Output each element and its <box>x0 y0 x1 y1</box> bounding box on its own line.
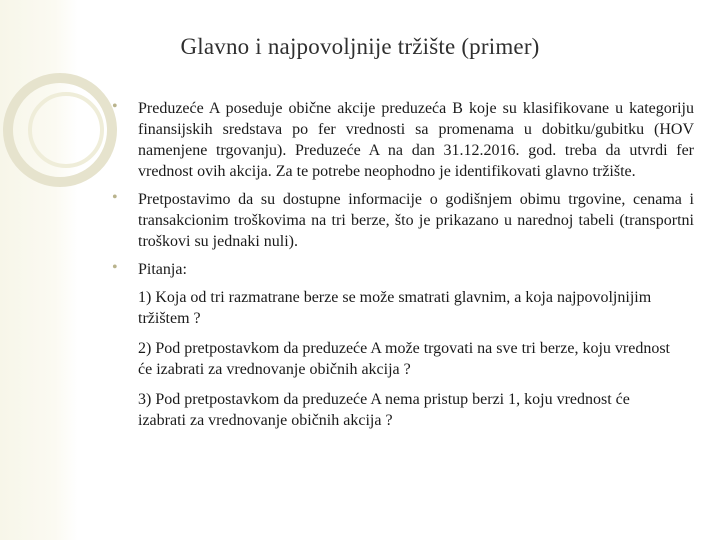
bullet-icon: • <box>112 259 118 276</box>
bullet-text: Preduzeće A poseduje obične akcije preduzeća B koje su klasifikovane u kategoriju finansijskih sredstava po fer vrednosti sa promenama u dobitku/gubitku (HOV namenjene trgovanju). Preduzeće A na dan 31.12.2016. god. treba da utvrdi fer vrednost ovih akcija. Za te potrebe neophodno je identifikovati glavno tržište. <box>138 100 694 180</box>
slide-title: Glavno i najpovoljnije tržište (primer) <box>180 34 540 59</box>
bullet-item <box>112 98 694 182</box>
slide-content <box>112 98 694 440</box>
bullet-item <box>112 189 694 252</box>
bullet-icon: • <box>112 189 118 206</box>
question-item: 2) Pod pretpostavkom da preduzeće A može trgovati na sve tri berze, koju vrednost će izabrati za vrednovanje običnih akcija ? <box>138 340 670 378</box>
question-list <box>112 287 694 431</box>
bullet-text: Pretpostavimo da su dostupne informacije o godišnjem obimu trgovine, cenama i transakcionim troškovima na tri berze, što je prikazano u narednoj tabeli (transportni troškovi su jednaki nuli). <box>138 191 694 250</box>
question-item: 1) Koja od tri razmatrane berze se može smatrati glavnim, a koja najpovoljnijim tržištem ? <box>138 289 652 327</box>
question-item: 3) Pod pretpostavkom da preduzeće A nema pristup berzi 1, koju vrednost će izabrati za vrednovanje običnih akcija ? <box>138 391 630 429</box>
decorative-ring-inner <box>30 94 102 166</box>
bullet-item <box>112 259 694 280</box>
bullet-text: Pitanja: <box>138 261 187 278</box>
bullet-icon: • <box>112 98 118 115</box>
